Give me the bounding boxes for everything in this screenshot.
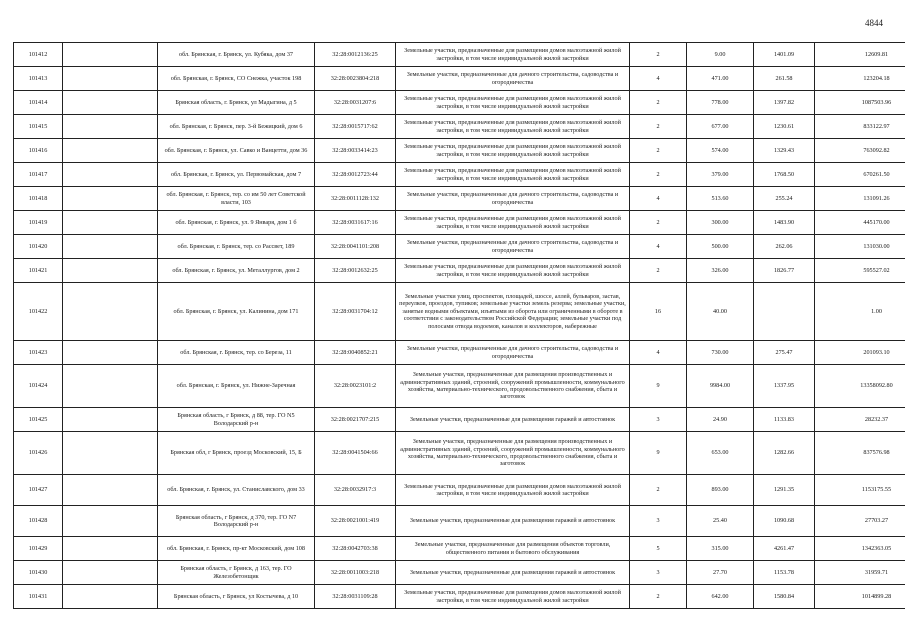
table-body [14,43,905,609]
cadastral-value-cell: 1153175.55 [815,475,905,506]
use-class-cell: 2 [630,211,687,235]
area-cell: 471.00 [687,67,754,91]
land-use-cell: Земельные участки, предназначенные для размещения гаражей и автостоянок [396,561,630,585]
cadastral-value-cell: 445170.00 [815,211,905,235]
unit-value-cell: 1329.43 [754,139,815,163]
cadastral-value-cell: 12609.81 [815,43,905,67]
table-row [14,585,905,609]
address-cell: обл. Брянская, г. Брянск, ул. Нижне-Заречная [158,365,315,408]
cadastral-value-cell: 201093.10 [815,341,905,365]
address-cell: обл. Брянская, г. Брянск, ул. Станиславского, дом 33 [158,475,315,506]
row-id-cell: 101414 [14,91,63,115]
area-cell: 9984.00 [687,365,754,408]
empty-cell [63,91,158,115]
land-use-cell: Земельные участки, предназначенные для размещения объектов торговли, общественного питания и бытового обслуживания [396,537,630,561]
address-cell: обл. Брянская, г. Брянск, пр-кт Московский, дом 108 [158,537,315,561]
land-use-cell: Земельные участки, предназначенные для размещения домов малоэтажной жилой застройки, в том числе индивидуальной жилой застройки [396,139,630,163]
cadastral-number-cell: 32:28:0031617:16 [315,211,396,235]
address-cell: обл. Брянская, г. Брянск, ул. Кубяка, дом 37 [158,43,315,67]
table-row [14,235,905,259]
table-row [14,91,905,115]
use-class-cell: 9 [630,432,687,475]
cadastral-value-table [13,42,905,609]
row-id-cell: 101425 [14,408,63,432]
area-cell: 9.00 [687,43,754,67]
land-use-cell: Земельные участки, предназначенные для размещения домов малоэтажной жилой застройки, в том числе индивидуальной жилой застройки [396,91,630,115]
address-cell: Брянская область, г Брянск, д 88, тер. ГО N5 Володарский р-н [158,408,315,432]
table-row [14,506,905,537]
use-class-cell: 2 [630,475,687,506]
unit-value-cell: 1401.09 [754,43,815,67]
cadastral-number-cell: 32:28:0012723:44 [315,163,396,187]
cadastral-value-cell: 1342363.05 [815,537,905,561]
area-cell: 27.70 [687,561,754,585]
use-class-cell: 2 [630,585,687,609]
table-row [14,187,905,211]
area-cell: 326.00 [687,259,754,283]
unit-value-cell: 1230.61 [754,115,815,139]
table-row [14,475,905,506]
unit-value-cell: 1826.77 [754,259,815,283]
use-class-cell: 4 [630,341,687,365]
row-id-cell: 101427 [14,475,63,506]
table-row [14,341,905,365]
row-id-cell: 101418 [14,187,63,211]
use-class-cell: 3 [630,506,687,537]
table-row [14,163,905,187]
cadastral-number-cell: 32:28:0011003:218 [315,561,396,585]
cadastral-value-cell: 837576.98 [815,432,905,475]
empty-cell [63,365,158,408]
cadastral-number-cell: 32:28:0031704:12 [315,283,396,341]
unit-value-cell: 255.24 [754,187,815,211]
cadastral-value-cell: 27703.27 [815,506,905,537]
cadastral-number-cell: 32:28:0032917:3 [315,475,396,506]
address-cell: обл. Брянская, г. Брянск, ул. Калинина, дом 171 [158,283,315,341]
row-id-cell: 101428 [14,506,63,537]
row-id-cell: 101416 [14,139,63,163]
unit-value-cell: 1483.90 [754,211,815,235]
unit-value-cell: 1580.84 [754,585,815,609]
table-row [14,432,905,475]
unit-value-cell: 1768.50 [754,163,815,187]
empty-cell [63,506,158,537]
land-use-cell: Земельные участки, предназначенные для размещения домов малоэтажной жилой застройки, в том числе индивидуальной жилой застройки [396,259,630,283]
table-row [14,537,905,561]
empty-cell [63,283,158,341]
area-cell: 500.00 [687,235,754,259]
area-cell: 778.00 [687,91,754,115]
cadastral-value-cell: 31959.71 [815,561,905,585]
cadastral-number-cell: 32:28:0021001:419 [315,506,396,537]
empty-cell [63,115,158,139]
land-use-cell: Земельные участки, предназначенные для дачного строительства, садоводства и огородничества [396,235,630,259]
use-class-cell: 2 [630,259,687,283]
row-id-cell: 101426 [14,432,63,475]
row-id-cell: 101415 [14,115,63,139]
cadastral-number-cell: 32:28:0023101:2 [315,365,396,408]
unit-value-cell: 1397.82 [754,91,815,115]
cadastral-value-cell: 1087503.96 [815,91,905,115]
use-class-cell: 2 [630,139,687,163]
cadastral-number-cell: 32:28:0040852:21 [315,341,396,365]
cadastral-value-cell: 13358092.80 [815,365,905,408]
cadastral-number-cell: 32:28:0042703:38 [315,537,396,561]
use-class-cell: 5 [630,537,687,561]
land-use-cell: Земельные участки, предназначенные для дачного строительства, садоводства и огородничества [396,187,630,211]
use-class-cell: 3 [630,408,687,432]
land-use-cell: Земельные участки, предназначенные для размещения домов малоэтажной жилой застройки, в том числе индивидуальной жилой застройки [396,475,630,506]
table-row [14,408,905,432]
empty-cell [63,139,158,163]
cadastral-number-cell: 32:28:0011128:132 [315,187,396,211]
use-class-cell: 2 [630,115,687,139]
area-cell: 730.00 [687,341,754,365]
area-cell: 642.00 [687,585,754,609]
use-class-cell: 2 [630,91,687,115]
cadastral-value-cell: 1014899.28 [815,585,905,609]
cadastral-value-cell: 131030.00 [815,235,905,259]
cadastral-value-cell: 833122.97 [815,115,905,139]
empty-cell [63,408,158,432]
cadastral-value-cell: 595527.02 [815,259,905,283]
table-row [14,211,905,235]
area-cell: 300.00 [687,211,754,235]
address-cell: обл. Брянская, г. Брянск, СО Снежка, участок 198 [158,67,315,91]
table-row [14,115,905,139]
row-id-cell: 101420 [14,235,63,259]
use-class-cell: 2 [630,163,687,187]
table-row [14,259,905,283]
empty-cell [63,537,158,561]
row-id-cell: 101423 [14,341,63,365]
address-cell: Брянская область, г Брянск, д 370, тер. ГО N7 Володарский р-н [158,506,315,537]
cadastral-value-cell: 763092.82 [815,139,905,163]
unit-value-cell: 1337.95 [754,365,815,408]
cadastral-number-cell: 32:28:0012632:25 [315,259,396,283]
land-use-cell: Земельные участки, предназначенные для размещения гаражей и автостоянок [396,506,630,537]
unit-value-cell: 262.06 [754,235,815,259]
area-cell: 677.00 [687,115,754,139]
table-row [14,283,905,341]
table-row [14,67,905,91]
cadastral-number-cell: 32:28:0031109:28 [315,585,396,609]
unit-value-cell: 4261.47 [754,537,815,561]
area-cell: 513.60 [687,187,754,211]
cadastral-number-cell: 32:28:0031207:6 [315,91,396,115]
unit-value-cell: 1133.83 [754,408,815,432]
page-number: 4844 [865,18,883,28]
address-cell: обл. Брянская, г. Брянск, ул. 9 Января, дом 1 б [158,211,315,235]
land-use-cell: Земельные участки улиц, проспектов, площадей, шоссе, аллей, бульваров, застав, переулков, проездов, тупиков; земельные участки земель резерва; земельные участки, занятые водными объектами, изъятыми из оборота или ограниченными в обороте в соответствии с законодательством Российской Федерации; земельные участки под полосами отвода водоемов, каналов и коллекторов, набережные [396,283,630,341]
address-cell: Брянская область, г. Брянск, ул Мадыгина, д 5 [158,91,315,115]
address-cell: обл. Брянская, г. Брянск, ул. Первомайская, дом 7 [158,163,315,187]
use-class-cell: 4 [630,187,687,211]
empty-cell [63,259,158,283]
use-class-cell: 9 [630,365,687,408]
row-id-cell: 101430 [14,561,63,585]
row-id-cell: 101413 [14,67,63,91]
area-cell: 24.90 [687,408,754,432]
land-use-cell: Земельные участки, предназначенные для размещения домов малоэтажной жилой застройки, в том числе индивидуальной жилой застройки [396,585,630,609]
use-class-cell: 3 [630,561,687,585]
address-cell: Брянская область, г Брянск, д 163, тер. ГО Железобетонщик [158,561,315,585]
empty-cell [63,561,158,585]
unit-value-cell [754,283,815,341]
address-cell: обл. Брянская, г. Брянск, тер. со Рассвет, 189 [158,235,315,259]
row-id-cell: 101429 [14,537,63,561]
cadastral-number-cell: 32:28:0041101:208 [315,235,396,259]
address-cell: обл. Брянская, г. Брянск, тер. со Береза, 11 [158,341,315,365]
area-cell: 315.00 [687,537,754,561]
land-use-cell: Земельные участки, предназначенные для дачного строительства, садоводства и огородничества [396,341,630,365]
table-row [14,561,905,585]
land-use-cell: Земельные участки, предназначенные для размещения домов малоэтажной жилой застройки, в том числе индивидуальной жилой застройки [396,43,630,67]
row-id-cell: 101412 [14,43,63,67]
address-cell: Брянская обл, г Брянск, проезд Московский, 15, Б [158,432,315,475]
row-id-cell: 101424 [14,365,63,408]
address-cell: обл. Брянская, г. Брянск, ул. Савко и Ванцетти, дом 36 [158,139,315,163]
row-id-cell: 101417 [14,163,63,187]
area-cell: 25.40 [687,506,754,537]
cadastral-number-cell: 32:28:0012136:25 [315,43,396,67]
unit-value-cell: 261.58 [754,67,815,91]
address-cell: обл. Брянская, г. Брянск, пер. 3-й Бежицкий, дом 6 [158,115,315,139]
land-use-cell: Земельные участки, предназначенные для размещения производственных и административных зданий, строений, сооружений промышленности, коммунального хозяйства, материально-технического, продовольственного снабжения, сбыта и заготовок [396,432,630,475]
cadastral-number-cell: 32:28:0033414:23 [315,139,396,163]
land-use-cell: Земельные участки, предназначенные для размещения домов малоэтажной жилой застройки, в том числе индивидуальной жилой застройки [396,163,630,187]
cadastral-value-cell: 670261.50 [815,163,905,187]
row-id-cell: 101419 [14,211,63,235]
unit-value-cell: 1090.68 [754,506,815,537]
area-cell: 574.00 [687,139,754,163]
land-use-cell: Земельные участки, предназначенные для размещения производственных и административных зданий, строений, сооружений промышленности, коммунального хозяйства, материально-технического, продовольственного снабжения, сбыта и заготовок [396,365,630,408]
use-class-cell: 2 [630,43,687,67]
empty-cell [63,432,158,475]
table-row [14,139,905,163]
empty-cell [63,43,158,67]
cadastral-value-cell: 28232.37 [815,408,905,432]
empty-cell [63,211,158,235]
table-row [14,365,905,408]
unit-value-cell: 275.47 [754,341,815,365]
empty-cell [63,341,158,365]
area-cell: 40.00 [687,283,754,341]
cadastral-number-cell: 32:28:0021707:215 [315,408,396,432]
area-cell: 893.00 [687,475,754,506]
address-cell: обл. Брянская, г. Брянск, ул. Металлургов, дом 2 [158,259,315,283]
row-id-cell: 101431 [14,585,63,609]
cadastral-value-cell: 123204.18 [815,67,905,91]
address-cell: Брянская область, г Брянск, ул Костычева, д 10 [158,585,315,609]
land-use-cell: Земельные участки, предназначенные для размещения домов малоэтажной жилой застройки, в том числе индивидуальной жилой застройки [396,115,630,139]
use-class-cell: 4 [630,235,687,259]
use-class-cell: 16 [630,283,687,341]
row-id-cell: 101422 [14,283,63,341]
empty-cell [63,187,158,211]
address-cell: обл. Брянская, г. Брянск, тер. со им 50 лет Советской власти, 103 [158,187,315,211]
empty-cell [63,163,158,187]
area-cell: 653.00 [687,432,754,475]
land-use-cell: Земельные участки, предназначенные для дачного строительства, садоводства и огородничества [396,67,630,91]
cadastral-value-cell: 131091.26 [815,187,905,211]
cadastral-value-cell: 1.00 [815,283,905,341]
empty-cell [63,585,158,609]
table-row [14,43,905,67]
cadastral-number-cell: 32:28:0041504:66 [315,432,396,475]
row-id-cell: 101421 [14,259,63,283]
unit-value-cell: 1282.66 [754,432,815,475]
cadastral-number-cell: 32:28:0015717:62 [315,115,396,139]
unit-value-cell: 1291.35 [754,475,815,506]
land-use-cell: Земельные участки, предназначенные для размещения домов малоэтажной жилой застройки, в том числе индивидуальной жилой застройки [396,211,630,235]
use-class-cell: 4 [630,67,687,91]
empty-cell [63,235,158,259]
area-cell: 379.00 [687,163,754,187]
empty-cell [63,67,158,91]
unit-value-cell: 1153.78 [754,561,815,585]
empty-cell [63,475,158,506]
cadastral-number-cell: 32:28:0023804:218 [315,67,396,91]
land-use-cell: Земельные участки, предназначенные для размещения гаражей и автостоянок [396,408,630,432]
